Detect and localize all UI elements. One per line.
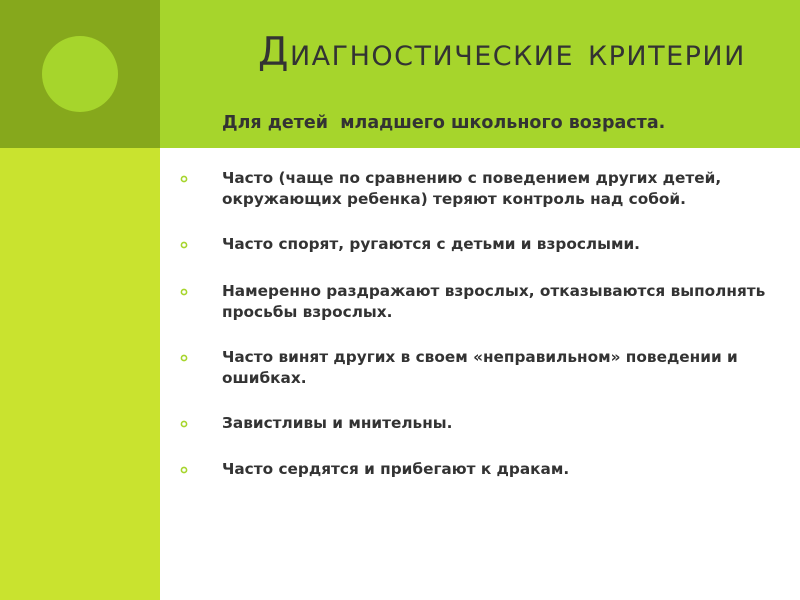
bullet-item: Часто винят других в своем «неправильном» поведении и ошибках. xyxy=(222,348,738,387)
circle-decoration xyxy=(42,36,118,112)
bullet-item: Часто спорят, ругаются с детьми и взрослыми. xyxy=(222,235,640,253)
bullet-marker-icon xyxy=(180,288,188,296)
bullet-item: Часто (чаще по сравнению с поведением других детей, окружающих ребенка) теряют контроль над собой. xyxy=(222,169,722,208)
bullet-item: Часто сердятся и прибегают к дракам. xyxy=(222,460,570,478)
corner-block xyxy=(0,0,160,148)
bullet-marker-icon xyxy=(180,420,188,428)
bullet-marker-icon xyxy=(180,175,188,183)
bullet-item: Завистливы и мнительны. xyxy=(222,414,453,432)
slide-title: Диагностические критерии xyxy=(258,30,746,75)
header-divider xyxy=(160,148,800,151)
left-accent-strip xyxy=(0,148,160,600)
bullet-item: Намеренно раздражают взрослых, отказываются выполнять просьбы взрослых. xyxy=(222,282,766,321)
bullet-marker-icon xyxy=(180,241,188,249)
slide-subtitle: Для детей младшего школьного возраста. xyxy=(222,113,666,133)
bullet-marker-icon xyxy=(180,466,188,474)
bullet-marker-icon xyxy=(180,354,188,362)
